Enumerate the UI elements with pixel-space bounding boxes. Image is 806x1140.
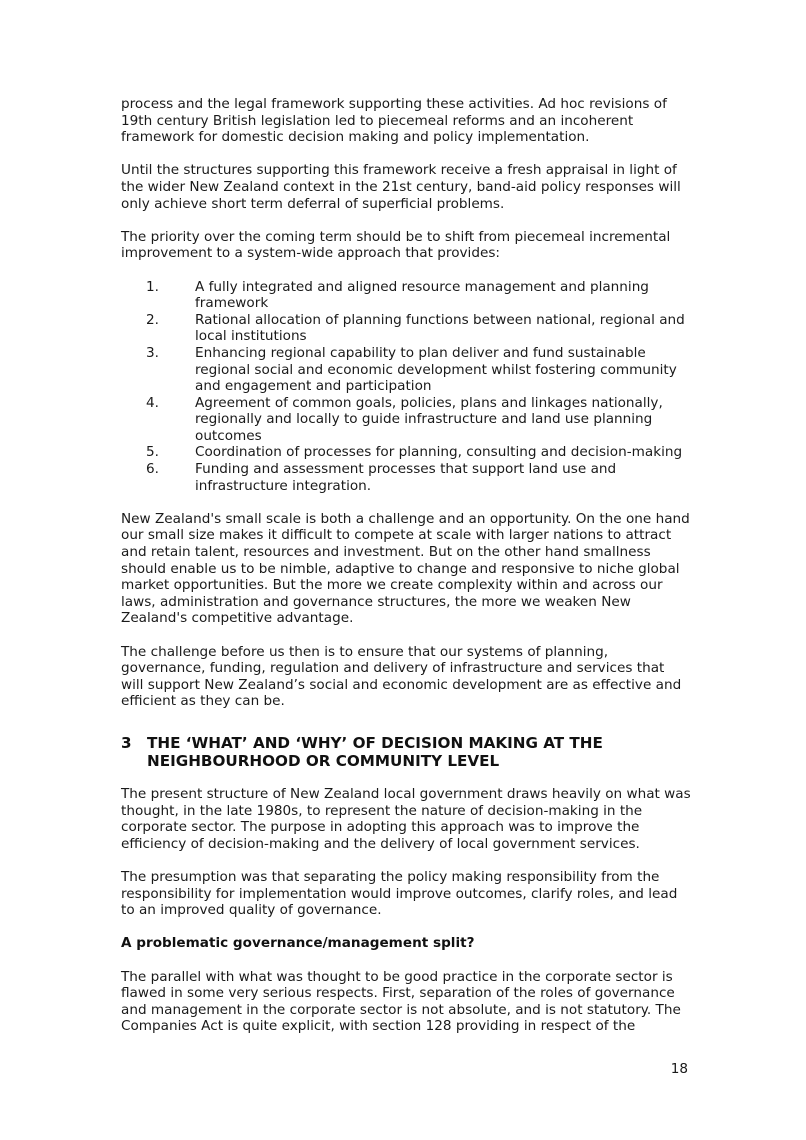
subheading: A problematic governance/management split? <box>121 935 475 952</box>
section-number: 3 <box>121 733 132 752</box>
list-item-text: Enhancing regional capability to plan deliver and fund sustainable regional social and economic development whilst fostering community and engagement and participation <box>195 344 677 395</box>
list-item <box>121 444 691 461</box>
list-item <box>121 345 691 395</box>
section-title: THE ‘WHAT’ AND ‘WHY’ OF DECISION MAKING AT THE NEIGHBOURHOOD OR COMMUNITY LEVEL <box>147 733 603 770</box>
section-heading <box>121 734 691 770</box>
paragraph-challenge: The challenge before us then is to ensure that our systems of planning, governance, funding, regulation and delivery of infrastructure and services that will support New Zealand’s social and economic development are as effective and efficient as they can be. <box>121 643 682 710</box>
document-page <box>121 96 691 1051</box>
page-number: 18 <box>670 1061 688 1077</box>
list-item-number: 2. <box>146 311 159 328</box>
list-item <box>121 279 691 312</box>
list-item-number: 6. <box>146 461 159 478</box>
paragraph-presumption: The presumption was that separating the policy making responsibility from the responsibility for implementation would improve outcomes, clarify roles, and lead to an improved quality of governance. <box>121 868 678 919</box>
list-item-number: 3. <box>146 344 159 361</box>
list-item-number: 1. <box>146 278 159 295</box>
list-item <box>121 461 691 494</box>
list-item-text: A fully integrated and aligned resource management and planning framework <box>195 278 649 312</box>
paragraph-present-structure: The present structure of New Zealand local government draws heavily on what was thought, in the late 1980s, to represent the nature of decision-making in the corporate sector. The purpose in adopting this approach was to improve the efficiency of decision-making and the delivery of local government services. <box>121 785 691 852</box>
paragraph-parallel: The parallel with what was thought to be good practice in the corporate sector is flawed in some very serious respects. First, separation of the roles of governance and management in the corporate sector is not absolute, and is not statutory. The Companies Act is quite explicit, with section 128 providing in respect of the <box>121 968 681 1035</box>
paragraph-small-scale: New Zealand's small scale is both a challenge and an opportunity. On the one hand our small size makes it difficult to compete at scale with larger nations to attract and retain talent, resources and investment. But on the other hand smallness should enable us to be nimble, adaptive to change and responsive to niche global market opportunities. But the more we create complexity within and across our laws, administration and governance structures, the more we weaken New Zealand's competitive advantage. <box>121 510 690 627</box>
list-item-number: 4. <box>146 394 159 411</box>
paragraph-priority: The priority over the coming term should be to shift from piecemeal incremental improvement to a system-wide approach that provides: <box>121 228 671 262</box>
list-item-text: Coordination of processes for planning, consulting and decision-making <box>195 444 683 461</box>
list-item-text: Rational allocation of planning functions between national, regional and local institutions <box>195 311 685 345</box>
list-item-text: Agreement of common goals, policies, plans and linkages nationally, regionally and locally to guide infrastructure and land use planning outcomes <box>195 394 663 444</box>
list-item <box>121 312 691 345</box>
list-item-text: Funding and assessment processes that support land use and infrastructure integration. <box>195 461 617 494</box>
list-item <box>121 395 691 445</box>
paragraph-fresh-appraisal: Until the structures supporting this framework receive a fresh appraisal in light of the wider New Zealand context in the 21st century, band-aid policy responses will only achieve short term deferral of superficial problems. <box>121 162 681 212</box>
priority-list <box>121 279 691 495</box>
list-item-number: 5. <box>146 444 159 461</box>
paragraph-legal-framework: process and the legal framework supporting these activities. Ad hoc revisions of 19th century British legislation led to piecemeal reforms and an incoherent framework for domestic decision making and policy implementation. <box>121 96 667 146</box>
